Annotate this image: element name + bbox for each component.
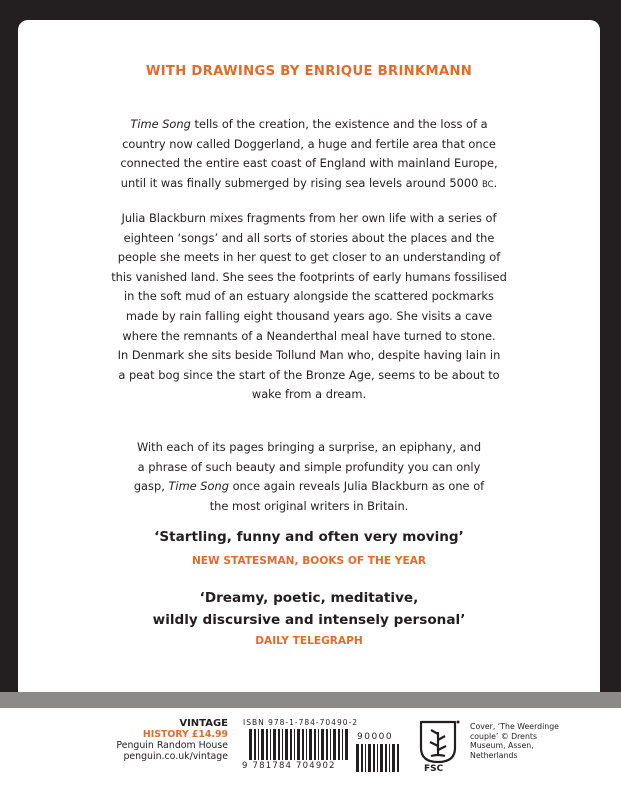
barcode-bar [318, 729, 319, 760]
cover-footer [0, 708, 621, 800]
barcode-bar [342, 729, 343, 760]
book-title: Time Song [168, 479, 229, 494]
barcode-bar [254, 729, 256, 760]
grey-divider-bar [0, 692, 621, 708]
category-price: HISTORY £14.99 [142, 729, 228, 740]
barcode-bar [297, 729, 300, 760]
barcode-bar [285, 729, 288, 760]
barcode-bar [380, 744, 383, 772]
back-cover-panel [18, 20, 600, 692]
review-quote-1: ‘Startling, funny and often very moving’ [154, 529, 464, 545]
barcode-bar [302, 729, 304, 760]
barcode-bar [290, 729, 292, 760]
book-title: Time Song [130, 117, 191, 131]
barcode-bar [373, 744, 375, 772]
barcode-bar [326, 729, 328, 760]
barcode-bar [314, 729, 316, 760]
barcode-bar [330, 729, 331, 760]
barcode-digits: 9 781784 704902 [242, 761, 336, 771]
barcode-bar [345, 729, 348, 760]
review-source-2: DAILY TELEGRAPH [255, 635, 363, 647]
isbn-label: ISBN 978-1-784-70490-2 [243, 718, 358, 727]
barcode-bar [365, 744, 366, 772]
blurb-paragraph-3: With each of its pages bringing a surprise, an epiphany, and a phrase of such beauty and simple profundity you can only gasp, Time Song once again reveals Julia Blackburn as one of the most original writers in Britain. [133, 440, 485, 513]
publisher-url: penguin.co.uk/vintage [123, 751, 228, 762]
illustrator-byline: WITH DRAWINGS BY ENRIQUE BRINKMANN [145, 64, 473, 79]
barcode-bar [377, 744, 378, 772]
barcode-bar [270, 729, 271, 760]
barcode-bar [306, 729, 307, 760]
barcode-bar [273, 729, 276, 760]
isbn-barcode [249, 729, 349, 760]
barcode-bar [392, 744, 395, 772]
barcode-bar [385, 744, 387, 772]
barcode-bar [321, 729, 324, 760]
barcode-bar [249, 729, 252, 760]
barcode-bar [282, 729, 283, 760]
barcode-bar [266, 729, 268, 760]
barcode-bar [309, 729, 312, 760]
barcode-bar [368, 744, 371, 772]
barcode-bar [389, 744, 390, 772]
fsc-label: FSC [424, 764, 444, 774]
barcode-bar [361, 744, 363, 772]
barcode-bar [258, 729, 259, 760]
review-source-1: NEW STATESMAN, BOOKS OF THE YEAR [191, 555, 427, 567]
barcode-bar [397, 744, 399, 772]
price-barcode [356, 744, 401, 772]
imprint-name: VINTAGE [179, 718, 228, 729]
barcode-bar [333, 729, 336, 760]
cover-credit: Cover, ‘The Weerdinge couple’ © Drents Museum, Assen, Netherlands [470, 722, 559, 760]
price-code: 90000 [357, 732, 394, 742]
publisher-name: Penguin Random House [116, 740, 228, 751]
review-quote-2: ‘Dreamy, poetic, meditative, wildly discursive and intensely personal’ [152, 590, 466, 628]
barcode-bar [356, 744, 359, 772]
publisher-block [116, 718, 228, 762]
barcode-bar [278, 729, 280, 760]
barcode-bar [294, 729, 295, 760]
barcode-bar [338, 729, 340, 760]
blurb-paragraph-2: Julia Blackburn mixes fragments from her own life with a series of eighteen ‘songs’ and all sorts of stories about the places and the people she meets in her quest to get closer to an understanding of this vanished land. She sees the footprints of early humans fossilised in the soft mud of an estuary alongside the scattered pockmarks made by rain falling eight thousand years ago. She visits a cave where the remnants of a Neanderthal meal have turned to stone. In Denmark she sits beside Tollund Man who, despite having lain in a peat bog since the start of the Bronze Age, seems to be about to wake from a dream. [111, 211, 507, 402]
barcode-bar [261, 729, 264, 760]
blurb-paragraph-1: Time Song tells of the creation, the existence and the loss of a country now called Doggerland, a huge and fertile area that once connected the entire east coast of England with mainland Europe, until it was finally submerged by rising sea levels around 5000 BC. [120, 117, 498, 190]
